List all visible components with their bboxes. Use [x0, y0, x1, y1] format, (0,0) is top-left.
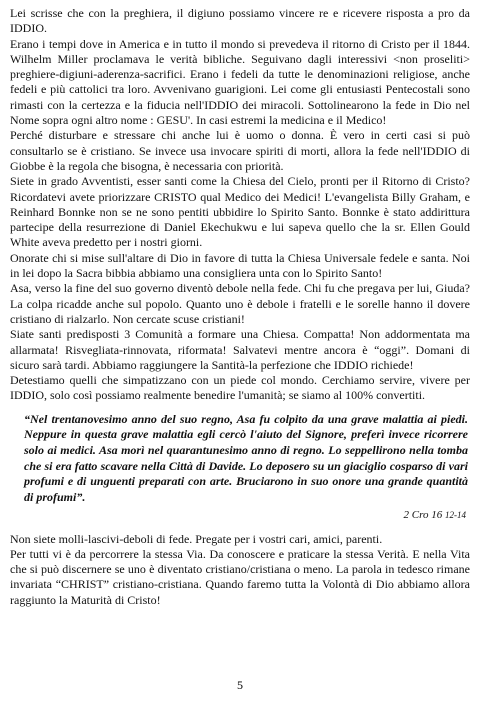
- paragraph-honor: Onorate chi si mise sull'altare di Dio in favore di tutta la Chiesa Universale fedele e santa. Noi in lei dopo la Sacra bibbia abbiamo una consigliera unta con lo Spirito Santo!: [10, 250, 470, 281]
- paragraph-doctor-consult: Perché disturbare e stressare chi anche lui è uomo o donna. È vero in certi casi si può consultarlo se è cristiano. Se invece usa invocare spiriti di morti, allora la fede nell'IDDIO di Giobbe è la regola che bisogna, è necessaria con priorità.: [10, 128, 470, 173]
- paragraph-weak-faith: Non siete molli-lascivi-deboli di fede. Pregate per i vostri cari, amici, parenti.: [10, 531, 383, 546]
- citation-verses: 12-14: [445, 510, 466, 521]
- page-number: 5: [237, 678, 243, 692]
- paragraph-asa: Asa, verso la fine del suo governo diventò debole nella fede. Chi fu che pregava per lui, Giuda? La colpa ricadde anche sul popolo. Quanto uno è debole i fratelli e le sorelle hanno il dovere cristiano di rialzarlo. Non cercate scuse cristiani!: [10, 281, 470, 326]
- bible-quote: “Nel trentanovesimo anno del suo regno, Asa fu colpito da una grave malattia ai piedi. Neppure in questa grave malattia egli cercò l'aiuto del Signore, preferì invece ricorrere solo ai medici. Asa morì nel quarantunesimo anno di regno. Lo seppellirono nella tomba che si era fatto scavare nella Città di Davide. Lo deposero su un giaciglio cosparso di vari profumi e di unguenti preparati con arte. Bruciarono in suo onore una grande quantità di profumi”.: [24, 411, 468, 504]
- paragraph-detest: Detestiamo quelli che simpatizzano con un piede col mondo. Cerchiamo servire, vivere per IDDIO, solo così possiamo realmente benedire l'umanità; se siamo al 100% convertiti.: [10, 373, 470, 403]
- paragraph-adventists: Siete in grado Avventisti, esser santi come la Chiesa del Cielo, pronti per il Ritorno di Cristo? Ricordatevi avete priorizzare CRISTO qual Medico dei Medici! L'evangelista Billy Graham, e Reinhard Bonnke non se ne sono pentiti ubbidire lo Spirito Santo. Bonnke è stato addirittura partecipe della resurrezione di Daniel Ekechukwu e lui sapeva quello che la sr. Ellen Gould White aveva predetto per i nostri giorni.: [10, 174, 470, 250]
- citation-reference: 2 Cro 16: [403, 509, 443, 522]
- bible-citation: [10, 508, 466, 523]
- paragraph-be-holy: Siate santi predisposti 3 Comunità a formare una Chiesa. Compatta! Non addormentata ma allarmata! Risvegliata-rinnovata, riformata! Salvatevi mentre ancora è “oggi”. Domani di sicuro sarà tardi. Abbiamo raggiungere la Santità-la perfezione che IDDIO richiede!: [10, 327, 470, 372]
- paragraph-same-way: Per tutti vi è da percorrere la stessa Via. Da conoscere e praticare la stessa Verità. E nella Vita che si può discernere se uno è diventato cristiano/cristiana o meno. La parola in tedesco rimane invariata “CHRIST” cristiano-cristiana. Quando faremo tutta la Volontà di Dio abbiamo allora raggiunto la Maturità di Cristo!: [10, 546, 470, 607]
- paragraph-1844-history: Erano i tempi dove in America e in tutto il mondo si prevedeva il ritorno di Cristo per il 1844. Wilhelm Miller proclamava le verità bibliche. Seguivano dagli interessivi <non proseliti> preghiere-digiuni-aderenza-sacrifici. Erano i fedeli da tutte le denominazioni religiose, anche fedeli e più cattolici tra loro. Avvenivano guarigioni. Lei come gli entusiasti Pentecostali sono rimasti con la certezza e la fiducia nell'IDDIO dei miracoli. Sottolinearono la fede in Dio nel Nome sopra ogni altro nome : GESU'. In casi estremi la medicina e il Medico!: [10, 36, 470, 128]
- paragraph-prayer-fasting: Lei scrisse che con la preghiera, il digiuno possiamo vincere re e ricevere risposta a pro da IDDIO.: [10, 6, 470, 36]
